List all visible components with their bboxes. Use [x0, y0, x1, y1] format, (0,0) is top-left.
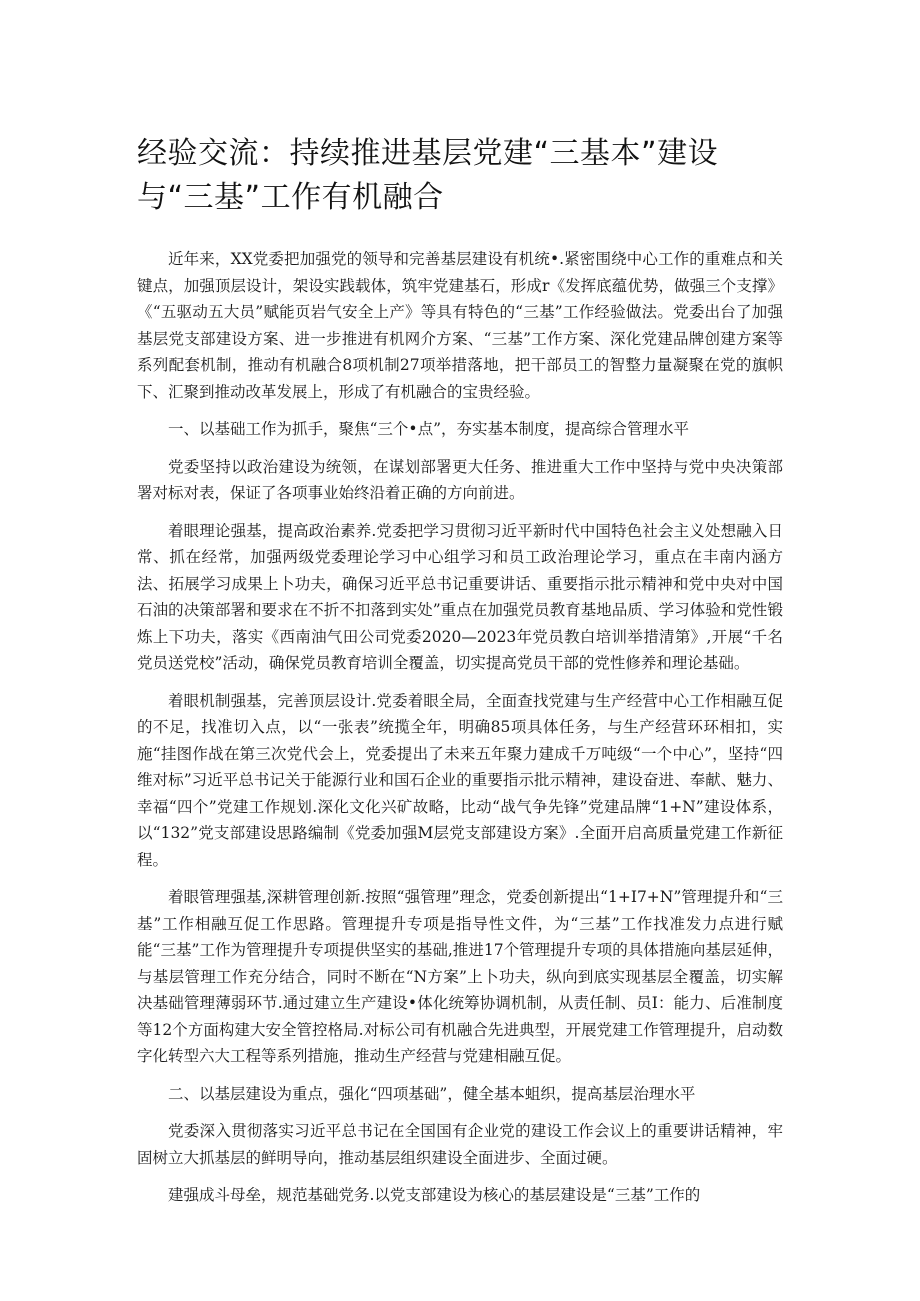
- document-body: [137, 246, 783, 1209]
- section-2-paragraph-2: 建强成斗母垒，规范基础党务.以党支部建设为核心的基层建设是“三基”工作的: [168, 1186, 701, 1204]
- section-1-paragraph-3: 着眼机制强基，完善顶层设计.党委着眼全局，全面查找党建与生产经营中心工作相融互促的不足，找准切入点，以“一张表”统揽全年，明确85项具体任务，与生产经营环环相扣，实施“挂图作战在第三次党代会上，党委提出了未来五年聚力建成千万吨级“一个中心”，坚持“四维对标”习近平总书记关于能源行业和国石企业的重要指示批示精神，建设奋进、奉献、魅力、幸福“四个”党建工作规划.深化文化兴矿故略，比动“战气争先锋”党建品牌“1+N”建设体系，以“132”党支部建设思路编制《党委加强M层党支部建设方案》.全面开启高质量党建工作新征程。: [137, 691, 783, 869]
- section-1-paragraph-1: 党委坚持以政治建设为统领，在谋划部署更大任务、推进重大工作中坚持与党中央决策部署对标对表，保证了各项事业始终沿着正确的方向前进。: [137, 457, 783, 502]
- section-2-heading: 二、以基层建设为重点，强化“四项基础”，健全基本蛆织，提高基层治理水平: [168, 1084, 696, 1103]
- section-2-paragraph-1: 党委深入贯彻落实习近平总书记在全国国有企业党的建设工作会议上的重要讲话精神，牢固树立大抓基层的鲜明导向，推动基层组织建设全面进步、全面过硬。: [137, 1122, 783, 1167]
- section-1-paragraph-4: 着眼管理强基,深耕管理创新.按照“强管理”理念，党委创新提出“1+I7+N”管理提升和“三基”工作相融互促工作思路。管理提升专项是指导性文件，为“三基”工作找准发力点进行赋能“三基”工作为管理提升专项提供坚实的基础,推进17个管理提升专项的具体措施向基层延伸，与基层管理工作充分结合，同时不断在“N方案”上卜功夫，纵向到底实现基层全覆盖，切实解决基础管理薄弱环节.通过建立生产建设•体化统筹协调机制，从责任制、员I：能力、后准制度等12个方面构建大安全管控格局.对标公司有机融合先进典型，开展党建工作管理提升，启动数字化转型六大工程等系列措施，推动生产经营与党建相融互促。: [137, 888, 783, 1065]
- section-1-paragraph-2: 着眼理论强基，提高政治素养.党委把学习贯彻习近平新时代中国特色社会主义处想融入日常、抓在经常，加强两级党委理论学习中心组学习和员工政治理论学习，重点在丰南内涵方法、拓展学习成果上卜功夫，确保习近平总书记重要讲话、重要指示批示精神和党中央对中国石油的决策部署和要求在不折不扣落到实处”重点在加强党员教育基地品质、学习体验和党性锻炼上下功夫，落实《西南油气田公司党委2020—2023年党员教白培训举措清第》,开展“千名党员送党校”活动，确保党员教育培训全覆盖，切实提高党员干部的党性修养和理论基础。: [137, 521, 783, 672]
- document-title: 经验交流：持续推进基层党建“三基本”建设与“三基”工作有机融合: [137, 136, 719, 215]
- document-page: [137, 0, 783, 1209]
- intro-paragraph: 近年来，XX党委把加强党的领导和完善基层建设有机统•.紧密围绕中心工作的重难点和关键点，加强顶层设计，架设实践载体，筑牢党建基石，形成r《发挥底蕴优势，做强三个支撑》《“五驱动五大员”赋能页岩气安全上产》等具有特色的“三基”工作经验做法。党委出台了加强基层党支部建设方案、进一步推进有机网介方案、“三基”工作方案、深化党建品牌创建方案等系列配套机制，推动有机融合8项机制27项举措落地，把干部员工的智整力量凝聚在党的旗帜下、汇聚到推动改革发展上，形成了有机融合的宝贵经验。: [137, 250, 783, 401]
- section-1-heading: 一、以基础工作为抓手，聚焦“三个•点”，夯实基本制度，提高综合管理水平: [168, 420, 689, 438]
